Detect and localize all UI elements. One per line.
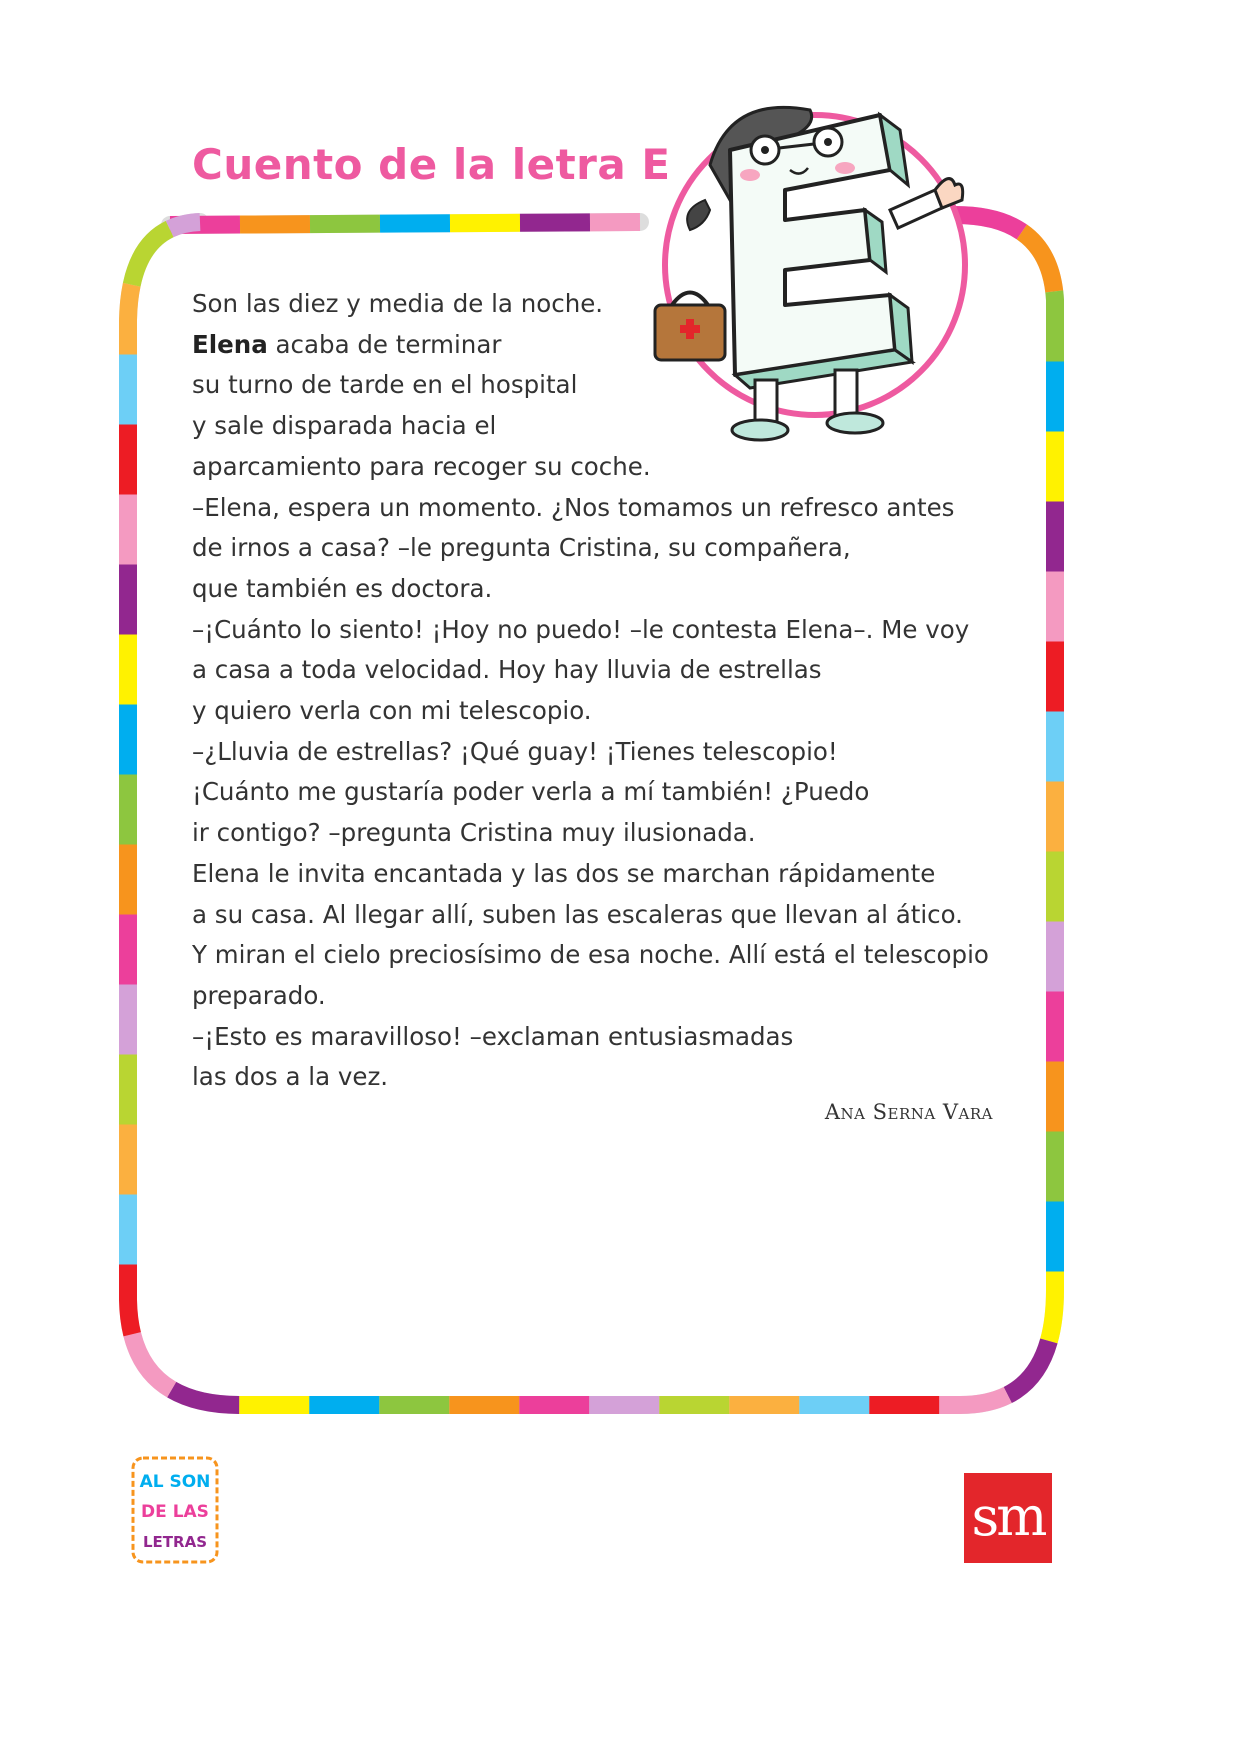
story-line: aparcamiento para recoger su coche.: [192, 451, 651, 481]
author-credit: Ana Serna Vara: [824, 1100, 993, 1124]
sm-publisher-logo: sm: [964, 1473, 1052, 1563]
story-line: –¡Cuánto lo siento! ¡Hoy no puedo! –le contesta Elena–. Me voy: [192, 614, 970, 644]
story-line: Y miran el cielo preciosísimo de esa noche. Allí está el telescopio: [192, 940, 989, 970]
story-line: a su casa. Al llegar allí, suben las escaleras que llevan al ático.: [192, 899, 963, 929]
story-line: Elena le invita encantada y las dos se marchan rápidamente: [192, 858, 936, 888]
story-line: que también es doctora.: [192, 573, 493, 603]
svg-text:AL SON: AL SON: [139, 1472, 211, 1492]
story-line: Elena acaba de terminar: [192, 329, 502, 359]
story-line: y sale disparada hacia el: [192, 411, 497, 441]
protagonist-name: Elena: [192, 329, 268, 359]
svg-text:DE LAS: DE LAS: [141, 1502, 209, 1522]
page-title: Cuento de la letra E: [192, 140, 671, 189]
story-line: ¡Cuánto me gustaría poder verla a mí también! ¿Puedo: [192, 777, 870, 807]
story-line: –¿Lluvia de estrellas? ¡Qué guay! ¡Tienes telescopio!: [192, 736, 838, 766]
story-line: las dos a la vez.: [192, 1062, 389, 1092]
story-line: su turno de tarde en el hospital: [192, 370, 578, 400]
story-line: –Elena, espera un momento. ¿Nos tomamos un refresco antes: [192, 492, 955, 522]
svg-text:LETRAS: LETRAS: [143, 1533, 207, 1551]
story-line: preparado.: [192, 980, 326, 1010]
story-line: a casa a toda velocidad. Hoy hay lluvia de estrellas: [192, 655, 822, 685]
story-line: ir contigo? –pregunta Cristina muy ilusionada.: [192, 818, 756, 848]
story-line: y quiero verla con mi telescopio.: [192, 696, 592, 726]
story-line: –¡Esto es maravilloso! –exclaman entusiasmadas: [192, 1021, 794, 1051]
story-text: [192, 284, 1012, 1098]
story-line: Son las diez y media de la noche.: [192, 289, 604, 318]
story-line: de irnos a casa? –le pregunta Cristina, su compañera,: [192, 533, 851, 563]
al-son-de-las-letras-logo: [130, 1455, 220, 1565]
